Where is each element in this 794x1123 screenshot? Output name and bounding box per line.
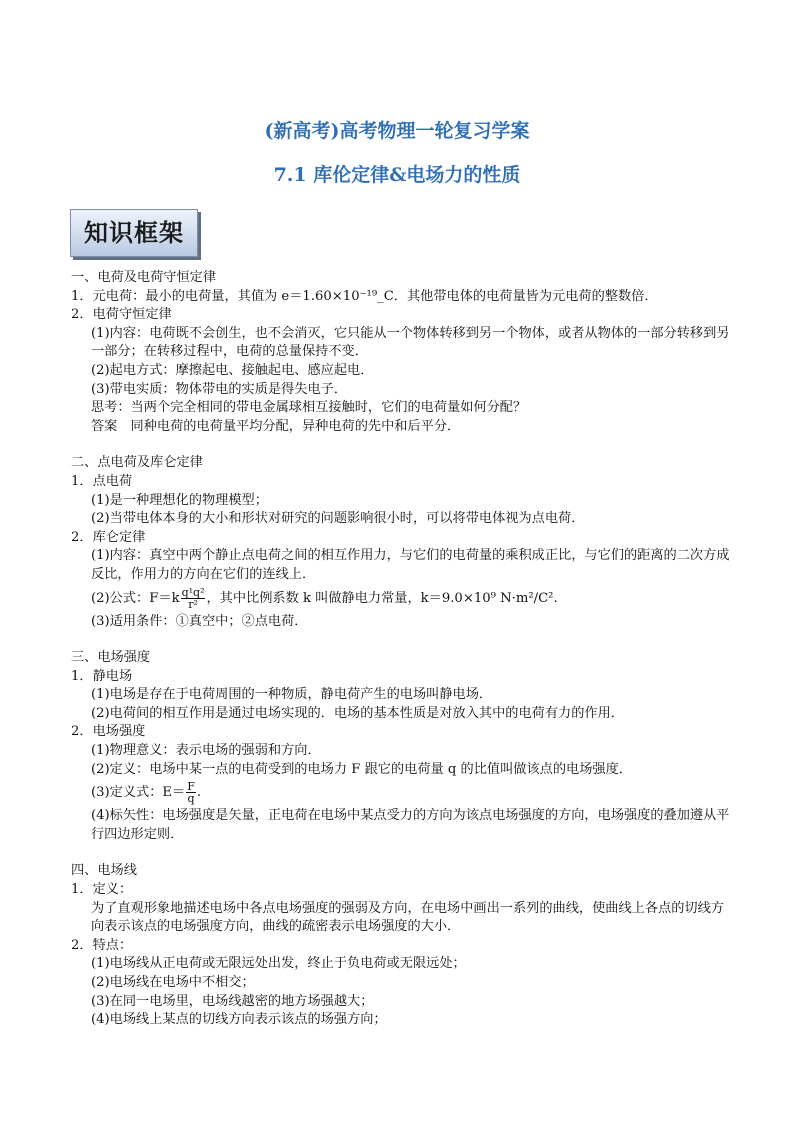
charging-essence: (3)带电实质：物体带电的实质是得失电子．: [91, 381, 348, 397]
heading-field-lines: 四、电场线: [71, 863, 137, 879]
field-definition: (2)定义：电场中某一点的电荷受到的电场力 F 跟它的电荷量 q 的比值叫做该点的电场强度．: [91, 761, 632, 777]
section-title: 7.1 库伦定律&电场力的性质: [273, 164, 521, 186]
charging-methods: (2)起电方式：摩擦起电、接触起电、感应起电．: [91, 362, 374, 378]
item-elementary-charge: 1．元电荷：最小的电荷量，其值为 e＝1.60×10⁻¹⁹_C．其他带电体的电荷量皆为元电荷的整数倍．: [71, 288, 658, 304]
field-formula-denominator: q: [187, 792, 195, 806]
conservation-content: (1)内容：电荷既不会创生，也不会消灭，它只能从一个物体转移到另一个物体，或者从物体的一部分转移到另一部分；在转移过程中，电荷的总量保持不变．: [91, 325, 730, 360]
static-field-definition: (1)电场是存在于电荷周围的一种物质，静电荷产生的电场叫静电场．: [91, 687, 493, 703]
field-formula-suffix: .: [196, 785, 202, 801]
item-field-strength: 2．电场强度: [71, 724, 146, 740]
feature-no-cross: (2)电场线在电场中不相交；: [91, 975, 255, 990]
field-interaction: (2)电荷间的相互作用是通过电场实现的．电场的基本性质是对放入其中的电荷有力的作用．: [91, 705, 624, 721]
formula-suffix: ，其中比例系数 k 叫做静电力常量，k＝9.0×10⁹ N·m²/C².: [206, 590, 558, 606]
point-charge-model: (1)是一种理想化的物理模型；: [91, 492, 268, 508]
field-formula: [71, 779, 731, 807]
field-formula-fraction: [186, 781, 196, 804]
formula-fraction: [181, 587, 206, 610]
field-vector-property: (4)标矢性：电场强度是矢量，正电荷在电场中某点受力的方向为该点电场强度的方向，电场强度的叠加遵从平行四边形定则．: [91, 808, 730, 842]
formula-prefix: (2)公式：F＝k: [91, 590, 180, 606]
formula-denominator: r²: [188, 597, 198, 611]
item-static-field: 1．静电场: [71, 668, 133, 684]
coulomb-conditions: (3)适用条件：①真空中；②点电荷．: [91, 613, 308, 629]
formula-numerator: q¹q²: [181, 585, 205, 599]
item-coulomb-law: 2．库仑定律: [71, 529, 146, 545]
knowledge-framework-badge: 知识框架: [70, 209, 198, 257]
think-answer: 答案 同种电荷的电荷量平均分配，异种电荷的先中和后平分．: [91, 418, 461, 434]
coulomb-content: (1)内容：真空中两个静止点电荷之间的相互作用力，与它们的电荷量的乘积成正比，与它们的距离的二次方成反比，作用力的方向在它们的连线上．: [91, 548, 730, 582]
item-field-line-definition: 1．定义：: [71, 882, 133, 898]
item-point-charge: 1．点电荷: [71, 473, 133, 489]
document-body: [71, 269, 731, 1030]
field-formula-prefix: (3)定义式：E＝: [91, 785, 186, 801]
heading-coulomb-law: 二、点电荷及库仑定律: [71, 455, 203, 471]
coulomb-formula: [71, 585, 731, 613]
heading-charge-conservation: 一、电荷及电荷守恒定律: [71, 270, 217, 285]
document-title: (新高考)高考物理一轮复习学案: [264, 120, 530, 142]
feature-density: (3)在同一电场里，电场线越密的地方场强越大；: [91, 993, 374, 1009]
feature-origin: (1)电场线从正电荷或无限远处出发，终止于负电荷或无限远处；: [91, 956, 466, 972]
point-charge-condition: (2)当带电体本身的大小和形状对研究的问题影响很小时，可以将带电体视为点电荷．: [91, 511, 585, 527]
item-conservation-law: 2．电荷守恒定律: [71, 307, 172, 323]
feature-tangent: (4)电场线上某点的切线方向表示该点的场强方向；: [91, 1012, 387, 1028]
field-formula-numerator: F: [187, 780, 195, 794]
heading-field-strength: 三、电场强度: [71, 650, 151, 666]
field-line-definition: 为了直观形象地描述电场中各点电场强度的强弱及方向，在电场中画出一系列的曲线，使曲线上各点的切线方向表示该点的电场强度方向，曲线的疏密表示电场强度的大小．: [91, 900, 724, 935]
item-field-line-features: 2．特点：: [71, 937, 133, 953]
think-question: 思考：当两个完全相同的带电金属球相互接触时，它们的电荷量如何分配？: [91, 400, 527, 416]
field-meaning: (1)物理意义：表示电场的强弱和方向．: [91, 743, 321, 759]
